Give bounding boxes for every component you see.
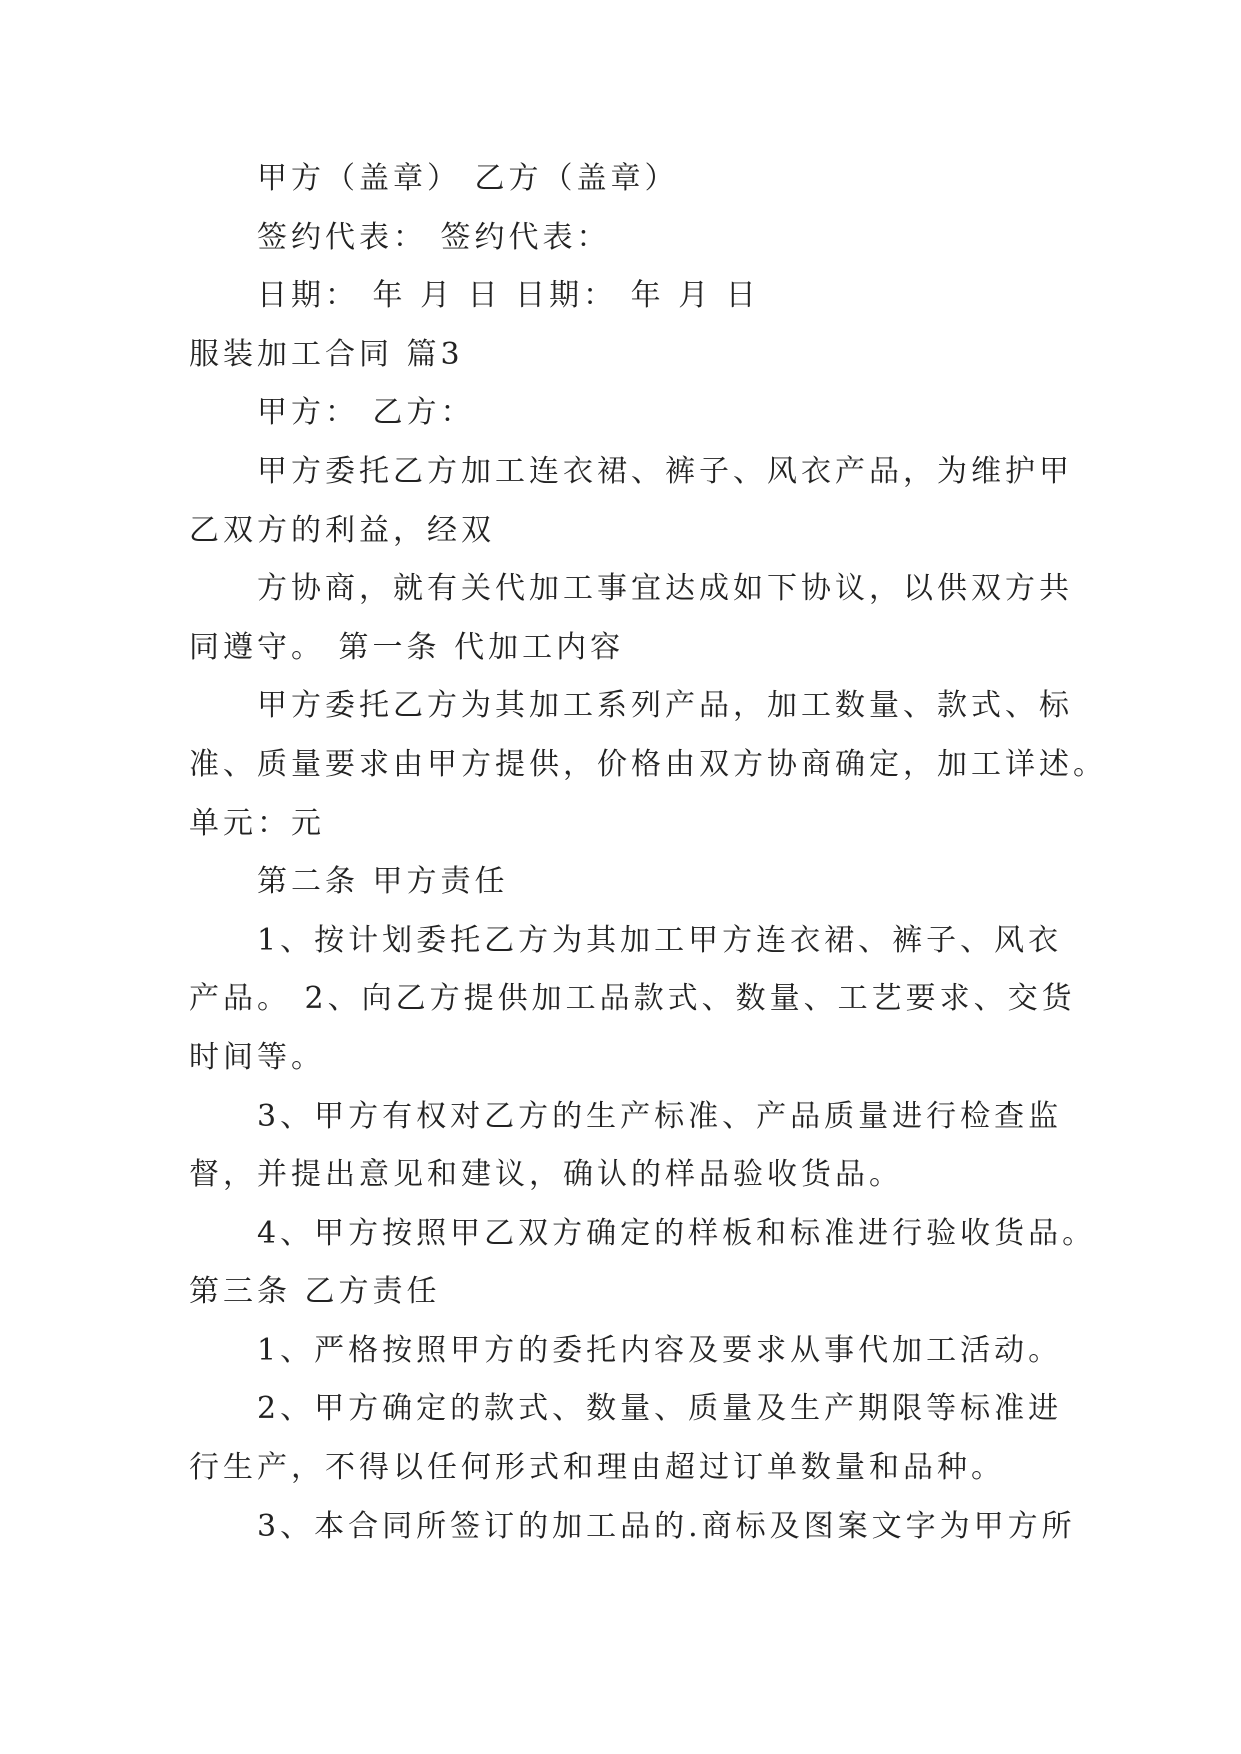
- paragraph-line: 1、按计划委托乙方为其加工甲方连衣裙、裤子、风衣: [257, 922, 1063, 958]
- document-page: [189, 150, 1107, 1556]
- paragraph-line: 4、甲方按照甲乙双方确定的样板和标准进行验收货品。: [257, 1215, 1097, 1251]
- paragraph-line: 同遵守。 第一条 代加工内容: [189, 629, 625, 665]
- paragraph-line: 督，并提出意见和建议，确认的样品验收货品。: [189, 1157, 903, 1193]
- paragraph-line: 3、甲方有权对乙方的生产标准、产品质量进行检查监: [257, 1098, 1063, 1134]
- article-heading: 第二条 甲方责任: [257, 864, 509, 900]
- paragraph-line: 3、本合同所签订的加工品的.商标及图案文字为甲方所: [257, 1508, 1076, 1544]
- paragraph-line: 1、严格按照甲方的委托内容及要求从事代加工活动。: [257, 1332, 1063, 1368]
- paragraph-line: 产品。 2、向乙方提供加工品款式、数量、工艺要求、交货: [189, 981, 1076, 1017]
- paragraph-line: 单元：元: [189, 805, 325, 841]
- section-title: 服装加工合同 篇3: [189, 336, 464, 372]
- paragraph-line: 2、甲方确定的款式、数量、质量及生产期限等标准进: [257, 1391, 1063, 1427]
- paragraph-line: 行生产，不得以任何形式和理由超过订单数量和品种。: [189, 1450, 1005, 1486]
- signature-seal-line: 甲方（盖章） 乙方（盖章）: [257, 161, 679, 196]
- paragraph-line: 乙双方的利益，经双: [189, 512, 495, 548]
- paragraph-line: 甲方委托乙方加工连衣裙、裤子、风衣产品，为维护甲: [257, 453, 1073, 489]
- paragraph-line: 时间等。: [189, 1039, 325, 1075]
- signatory-representative-line: 签约代表： 签约代表：: [257, 219, 611, 255]
- paragraph-line: 甲方委托乙方为其加工系列产品，加工数量、款式、标: [257, 688, 1073, 724]
- signature-date-line: 日期： 年 月 日 日期： 年 月 日: [257, 278, 760, 314]
- parties-line: 甲方： 乙方：: [257, 395, 475, 431]
- paragraph-line: 准、质量要求由甲方提供，价格由双方协商确定，加工详述。: [189, 746, 1107, 782]
- paragraph-line: 方协商，就有关代加工事宜达成如下协议，以供双方共: [257, 571, 1073, 607]
- article-heading: 第三条 乙方责任: [189, 1274, 441, 1310]
